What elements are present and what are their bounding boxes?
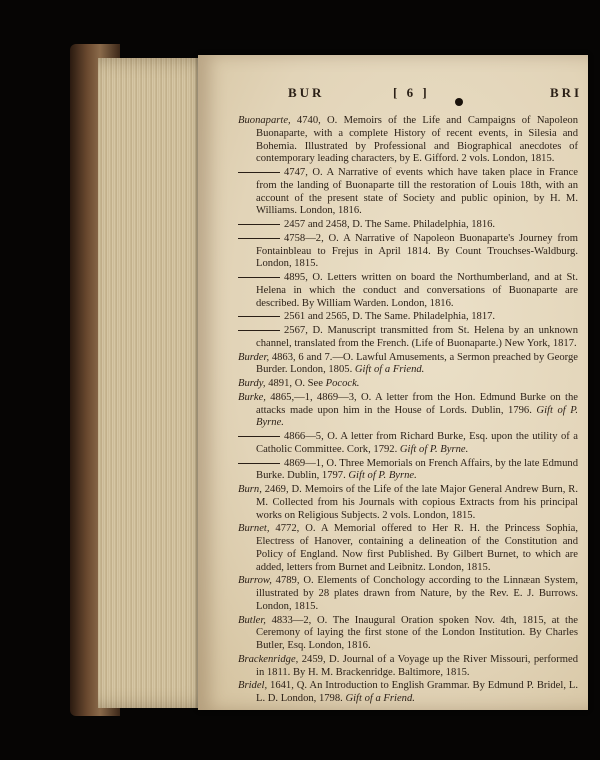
entry-text: The Inaugural Oration spoken Nov. 4th, 1815, at the Ceremony of laying the first stone of the London Institution. By Charles Butler, Esq. London, 1816. <box>256 614 578 651</box>
catalogue-entry <box>238 484 578 522</box>
entry-reference: 2561 and 2565, D. <box>284 311 363 323</box>
entry-text: Three Memorials on French Affairs, by the late Edmund Burke. Dublin, 1797. <box>256 457 578 482</box>
header-right: BRI <box>550 85 583 100</box>
ditto-rule <box>238 316 280 317</box>
entry-text: A letter from the Hon. Edmund Burke on the attacks made upon him in the House of Lords. Dublin, 1796. <box>256 391 578 416</box>
entry-reference: 4895, O. <box>284 272 323 283</box>
catalogue-entry <box>238 523 578 574</box>
entry-reference: 1641, Q. <box>267 680 308 692</box>
entry-note: Pocock. <box>325 378 360 389</box>
entry-reference: 4863, 6 and 7.—O. <box>269 351 354 363</box>
page-number: [ 6 ] <box>393 85 430 100</box>
catalogue-entry <box>238 325 578 351</box>
ditto-rule <box>238 330 280 331</box>
entry-text: Letters written on board the Northumberland, and at St. Helena in which the conduct and conversations of Buonaparte are described. By William Warden. London, 1816. <box>256 272 578 309</box>
entry-note: Gift of a Friend. <box>354 364 425 376</box>
entry-reference: 2469, D. <box>261 484 302 495</box>
catalogue-entry <box>238 392 578 430</box>
catalogue-entry <box>238 272 578 310</box>
catalogue-entry <box>238 680 578 706</box>
entry-text: The Same. Philadelphia, 1817. <box>362 311 496 323</box>
entry-text: The Same. Philadelphia, 1816. <box>362 219 496 230</box>
entry-reference: 4833—2, O. <box>265 614 328 626</box>
book-page <box>198 55 588 710</box>
ditto-rule <box>238 172 280 173</box>
entry-reference: 2459, D. <box>298 653 340 665</box>
entry-reference: 4869—1, O. <box>284 457 337 469</box>
catalogue-entry <box>238 219 578 232</box>
catalogue-entry <box>238 654 578 680</box>
entry-text: Journal of a Voyage up the River Missouri, performed in 1811. By H. M. Brackenridge. Baltimore, 1815. <box>256 653 578 678</box>
catalogue-entry <box>238 615 578 653</box>
entry-reference: 4740, O. <box>290 115 338 126</box>
catalogue-entry <box>238 378 578 391</box>
entry-text: Manuscript transmitted from St. Helena by an unknown channel, translated from the French. (Life of Buonaparte.) New York, 1817. <box>256 325 578 349</box>
entry-reference: 4865,—1, 4869—3, O. <box>265 391 372 403</box>
catalogue-entry <box>238 311 578 324</box>
entry-author: Brackenridge, <box>238 653 299 665</box>
entry-reference: 4747, O. <box>284 167 323 178</box>
entry-text: See <box>305 378 326 389</box>
entry-note: Gift of P. Byrne. <box>348 470 417 482</box>
page-header <box>198 85 588 105</box>
catalogue-entry <box>238 431 578 457</box>
entry-author: Burder, <box>238 351 270 363</box>
catalogue-entry <box>238 575 578 613</box>
catalogue-entry <box>238 233 578 271</box>
entry-note: Gift of P. Byrne. <box>399 443 469 455</box>
catalogue-entry <box>238 115 578 166</box>
catalogue-entry <box>238 167 578 218</box>
entry-author: Burrow, <box>238 575 272 587</box>
entry-text: A Memorial offered to Her R. H. the Princess Sophia, Electress of Hanover, containing a delineation of the Constitution and Policy of England. Now first Published. By Gilbert Burnet, to which are added, letters from Burnet and Leibnitz. London, 1815. <box>256 523 578 573</box>
ditto-rule <box>238 277 280 278</box>
entry-text: Lawful Amusements, a Sermon preached by George Burder. London, 1805. <box>256 351 578 376</box>
entry-note: Gift of P. Byrne. <box>256 404 578 429</box>
entry-author: Burn, <box>238 484 262 495</box>
entry-author: Bridel, <box>238 680 268 692</box>
entry-text: A Narrative of Napoleon Buonaparte's Journey from Fontainbleau to Frejus in April 1814. By Count Trouchses-Waldburg. London, 1815. <box>256 232 578 270</box>
entry-reference: 4866—5, O. <box>284 431 338 442</box>
entry-text: An Introduction to English Grammar. By Edmund P. Bridel, L. L. D. London, 1798. <box>256 680 579 704</box>
ditto-rule <box>238 463 280 464</box>
entry-reference: 2567, D. <box>284 325 323 336</box>
entry-note: Gift of a Friend. <box>345 693 415 704</box>
entry-reference: 4789, O. <box>271 575 314 587</box>
catalogue-entries <box>238 115 578 707</box>
ditto-rule <box>238 238 280 239</box>
entry-text: Memoirs of the Life of the late Major General Andrew Burn, R. M. Collected from his Journals with copious Extracts from his principal works on Religious Subjects. 2 vols. London, 1815. <box>256 484 578 521</box>
catalogue-entry <box>238 352 578 378</box>
entry-author: Burke, <box>238 391 266 403</box>
entry-reference: 4758—2, O. <box>284 232 339 244</box>
entry-text: Elements of Conchology according to the Linnæan System, illustrated by 28 plates drawn from Nature, by the Rev. E. J. Burrows. London, 1815. <box>256 575 579 612</box>
catalogue-entry <box>238 458 578 484</box>
entry-text: A Narrative of events which have taken place in France from the landing of Buonaparte till the restoration of Louis 18th, with an account of the present state of Society and public opinion, by H. M. Williams. London, 1816. <box>256 167 578 217</box>
entry-text: Memoirs of the Life and Campaigns of Napoleon Buonaparte, with a complete History of recent events, in Silesia and Bohemia. Illustrated by Professional and Biographical anecdotes of contemporary leading characters, by E. Gifford. 2 vols. London, 1815. <box>256 115 579 165</box>
entry-author: Burdy, <box>238 378 266 389</box>
entry-text: A letter from Richard Burke, Esq. upon the utility of a Catholic Committee. Cork, 1792. <box>256 431 578 455</box>
entry-author: Buonaparte, <box>238 115 291 126</box>
ditto-rule <box>238 436 280 437</box>
entry-author: Burnet, <box>238 523 270 535</box>
entry-reference: 4891, O. <box>265 378 305 389</box>
ditto-rule <box>238 224 280 225</box>
header-left: BUR <box>288 85 325 100</box>
entry-reference: 4772, O. <box>269 523 316 535</box>
entry-author: Butler, <box>238 614 266 626</box>
entry-reference: 2457 and 2458, D. <box>284 219 363 230</box>
